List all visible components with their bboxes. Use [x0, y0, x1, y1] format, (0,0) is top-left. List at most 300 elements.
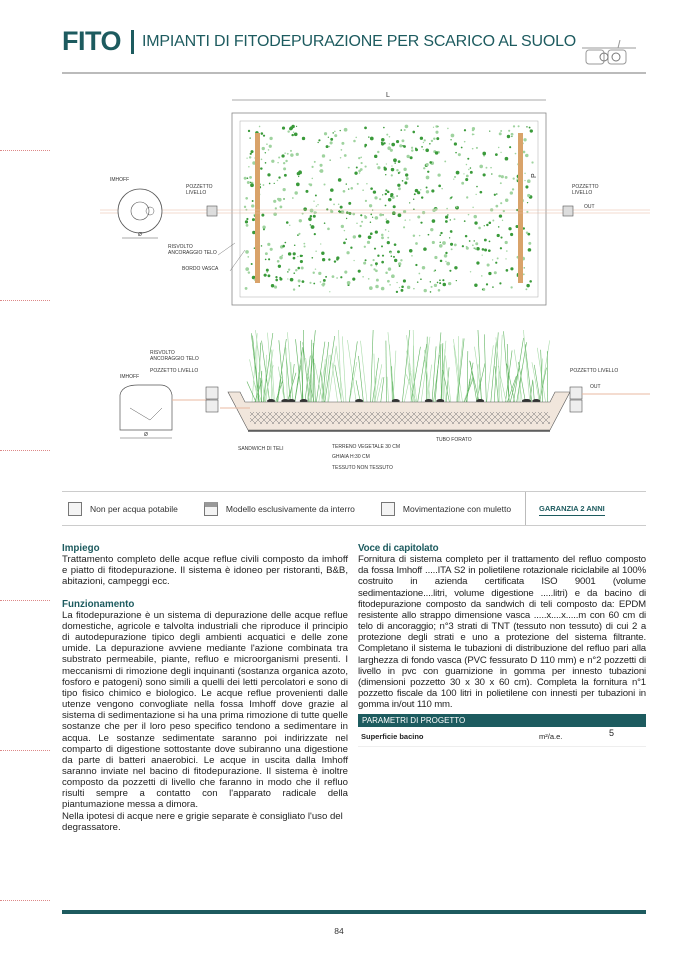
plant-leaf: [324, 222, 326, 224]
reed-blade: [386, 341, 387, 402]
tubo-forato-label: TUBO FORATO: [436, 437, 472, 443]
plant-leaf: [334, 131, 336, 133]
plan-view-diagram: [90, 88, 650, 313]
plant-leaf: [278, 157, 280, 159]
plant-leaf: [369, 286, 373, 290]
width-label: P: [531, 173, 538, 178]
plant-leaf: [506, 269, 509, 272]
plant-leaf: [251, 263, 253, 265]
plant-leaf: [322, 282, 325, 285]
plant-leaf: [394, 259, 397, 262]
plant-leaf: [263, 228, 265, 230]
plant-leaf: [430, 291, 432, 293]
plant-leaf: [397, 250, 400, 253]
plant-leaf: [346, 251, 349, 254]
plant-leaf: [454, 142, 457, 145]
plant-leaf: [439, 234, 441, 236]
plant-leaf: [316, 205, 317, 206]
plant-leaf: [451, 134, 455, 138]
plant-leaf: [247, 177, 249, 179]
reed-blade: [322, 342, 329, 402]
plant-leaf: [269, 183, 271, 185]
plant-leaf: [407, 286, 410, 289]
plant-leaf: [319, 164, 322, 167]
plant-leaf: [313, 200, 314, 201]
plant-leaf: [373, 259, 375, 261]
plant-leaf: [298, 176, 299, 177]
plant-leaf: [476, 261, 479, 264]
plant-leaf: [449, 270, 451, 272]
plant-leaf: [350, 187, 353, 190]
plant-leaf: [303, 207, 307, 211]
plant-leaf: [461, 147, 463, 149]
plant-leaf: [328, 258, 330, 260]
plant-leaf: [390, 195, 392, 197]
plant-leaf: [382, 255, 384, 257]
distribution-pipe-right: [518, 133, 523, 283]
plant-leaf: [483, 173, 486, 176]
plant-leaf: [381, 236, 384, 239]
pozzetto-right-icon: [563, 206, 573, 216]
plant-leaf: [489, 131, 490, 132]
plant-leaf: [262, 147, 265, 150]
plant-leaf: [270, 248, 273, 251]
plant-leaf: [526, 232, 528, 234]
plant-leaf: [287, 278, 288, 279]
plant-leaf: [385, 271, 388, 274]
plant-leaf: [368, 136, 369, 137]
plant-leaf: [527, 179, 531, 183]
plant-leaf: [453, 178, 454, 179]
plant-leaf: [391, 168, 394, 171]
plant-leaf: [275, 207, 277, 209]
plant-leaf: [341, 149, 343, 151]
plant-leaf: [381, 234, 384, 237]
reed-blade: [484, 334, 486, 402]
plant-leaf: [246, 218, 248, 220]
pozzetto-right-label: POZZETTO: [572, 184, 599, 190]
reed-blade: [533, 381, 535, 402]
funzionamento-heading: Funzionamento: [62, 598, 135, 610]
plant-leaf: [360, 214, 362, 216]
plant-leaf: [445, 216, 448, 219]
plant-leaf: [312, 178, 314, 180]
plant-leaf: [327, 228, 330, 231]
plant-leaf: [432, 219, 436, 223]
plant-leaf: [284, 174, 287, 177]
plant-leaf: [510, 233, 513, 236]
plant-leaf: [431, 189, 434, 192]
plant-leaf: [372, 217, 373, 218]
plant-leaf: [481, 275, 483, 277]
plant-leaf: [290, 153, 293, 156]
plant-leaf: [417, 281, 419, 283]
plant-leaf: [430, 228, 433, 231]
plant-leaf: [374, 155, 377, 158]
plant-leaf: [269, 145, 272, 148]
plant-leaf: [294, 191, 297, 194]
plant-leaf: [314, 161, 316, 163]
plant-leaf: [368, 235, 372, 239]
plant-leaf: [523, 151, 526, 154]
plant-leaf: [341, 225, 344, 228]
plant-leaf: [426, 190, 429, 193]
funzionamento-text: La fitodepurazione è un sistema di depurazione delle acque reflue domestiche, agricole e talvolta industriali che riproduce il principio di autodepurazione tipico degli ambienti acquatici e delle zone umide. La depurazione avviene mediante l'azione combinata tra substrato permeabile, piante, refluo e microorganismi presenti. I meccanismi di rimozione degli inquinanti (sostanza organica azoto, fosforo e patogeni) sono simili a quelli dei letti percolatori e sono di tipo fisico chimico e biologico. Le acque reflue provenienti dalle utenze vengono convogliate nella fossa Imhoff dove grazie al sistema di sedimentazione si ha una prima rimozione di tutte quelle sostanze che per il loro peso specifico tendono a sedimentare in acqua. Le sostanze sedimentate saranno poi indirizzate nel comparto di digestione sottostante dove subiranno una digestione da parte di batteri anaerobici. Le acque in uscita dalla Imhoff saranno inviate nel bacino di fitodepurazione. Il sistema è inoltre composto da pozzetti di livello che faranno in modo che il refluo risulti sempre a contatto con l'apparato radicale della piantumazione messa a dimora.: [62, 609, 348, 811]
plant-leaf: [386, 134, 388, 136]
plant-leaf: [275, 276, 277, 278]
plant-leaf: [472, 207, 473, 208]
plant-leaf: [394, 162, 395, 163]
plant-leaf: [435, 208, 438, 211]
plant-leaf: [386, 220, 390, 224]
plant-leaf: [353, 140, 356, 143]
plant-leaf: [282, 127, 285, 130]
plant-leaf: [510, 191, 513, 194]
plant-leaf: [398, 160, 401, 163]
plant-leaf: [370, 214, 372, 216]
param-value: 5: [609, 728, 615, 739]
plant-leaf: [279, 277, 281, 279]
plant-leaf: [268, 149, 270, 151]
plant-leaf: [348, 202, 351, 205]
plant-leaf: [399, 144, 402, 147]
plant-leaf: [245, 220, 248, 223]
plant-leaf: [421, 196, 423, 198]
tessuto-label: TESSUTO NON TESSUTO: [332, 465, 393, 471]
reed-blade: [342, 336, 346, 402]
plant-leaf: [288, 269, 290, 271]
plant-leaf: [344, 128, 348, 132]
pozzetto-left-label: POZZETTO: [186, 184, 213, 190]
plant-leaf: [313, 215, 316, 218]
parameters-header: PARAMETRI DI PROGETTO: [358, 714, 646, 727]
plant-leaf: [420, 137, 423, 140]
plant-leaf: [415, 242, 418, 245]
plant-leaf: [480, 191, 483, 194]
plant-leaf: [415, 147, 417, 149]
plant-leaf: [488, 272, 491, 275]
plant-leaf: [334, 134, 337, 137]
plant-leaf: [375, 216, 379, 220]
plant-leaf: [450, 230, 453, 233]
plant-leaf: [440, 232, 442, 234]
plant-leaf: [246, 158, 247, 159]
plant-leaf: [456, 280, 457, 281]
plant-leaf: [387, 280, 390, 283]
plant-leaf: [424, 139, 426, 141]
plant-leaf: [269, 137, 272, 140]
plant-leaf: [376, 265, 377, 266]
plant-leaf: [413, 288, 415, 290]
plant-leaf: [530, 129, 533, 132]
plant-leaf: [302, 137, 305, 140]
terreno-label: TERRENO VEGETALE 30 CM: [332, 444, 400, 450]
plant-leaf: [474, 248, 476, 250]
brand-title: FITO: [62, 26, 122, 56]
plant-leaf: [322, 154, 325, 157]
plant-leaf: [403, 226, 405, 228]
plant-leaf: [396, 291, 398, 293]
reed-blade: [464, 378, 473, 402]
plant-leaf: [334, 260, 336, 262]
plant-leaf: [405, 173, 408, 176]
plant-leaf: [463, 173, 464, 174]
plant-leaf: [273, 200, 276, 203]
plant-leaf: [311, 166, 313, 168]
features-bar: [62, 491, 646, 526]
plant-leaf: [438, 184, 441, 187]
plant-leaf: [462, 245, 464, 247]
plant-leaf: [438, 289, 441, 292]
plant-leaf: [497, 234, 500, 237]
plant-leaf: [330, 141, 333, 144]
plant-leaf: [353, 235, 356, 238]
plant-leaf: [509, 146, 511, 148]
risvolto-label: RISVOLTO: [168, 244, 193, 250]
bordo-vasca-label: BORDO VASCA: [182, 266, 219, 272]
plant-leaf: [324, 132, 327, 135]
plant-leaf: [315, 212, 317, 214]
plant-leaf: [266, 269, 269, 272]
plant-leaf: [528, 248, 532, 252]
reed-plants: [247, 330, 550, 403]
plant-leaf: [348, 188, 349, 189]
plant-leaf: [374, 248, 376, 250]
plant-leaf: [299, 171, 302, 174]
plant-leaf: [397, 184, 400, 187]
plant-leaf: [450, 243, 453, 246]
plant-leaf: [267, 243, 270, 246]
plant-leaf: [261, 132, 264, 135]
plant-leaf: [442, 279, 444, 281]
plant-leaf: [300, 255, 303, 258]
plant-leaf: [356, 222, 358, 224]
bar-divider: [525, 492, 526, 525]
plant-leaf: [293, 257, 296, 260]
plant-leaf: [412, 131, 415, 134]
plant-leaf: [320, 243, 321, 244]
reed-blade: [349, 362, 356, 402]
plant-leaf: [411, 255, 413, 257]
plant-leaf: [292, 197, 294, 199]
plant-leaf: [271, 160, 274, 163]
plant-leaf: [248, 130, 250, 132]
pozzetto-left-label-2: LIVELLO: [186, 190, 207, 196]
plant-leaf: [279, 205, 282, 208]
sandwich-label: SANDWICH DI TELI: [238, 446, 284, 452]
basin-section: [228, 392, 570, 430]
plant-leaf: [352, 278, 355, 281]
risvolto-label-2: ANCORAGGIO TELO: [168, 250, 217, 256]
plant-leaf: [525, 154, 528, 157]
plant-leaf: [506, 250, 508, 252]
plant-leaf: [246, 224, 249, 227]
plant-leaf: [434, 284, 437, 287]
plant-leaf: [344, 154, 347, 157]
plant-leaf: [326, 208, 328, 210]
plant-leaf: [446, 208, 448, 210]
plant-leaf: [250, 153, 252, 155]
plant-leaf: [385, 174, 386, 175]
reed-blade: [487, 345, 494, 402]
plant-leaf: [361, 162, 363, 164]
plant-leaf: [444, 254, 447, 257]
plant-leaf: [465, 235, 467, 237]
plant-leaf: [278, 265, 281, 268]
plant-leaf: [365, 200, 367, 202]
plant-leaf: [482, 289, 483, 290]
plant-leaf: [390, 252, 392, 254]
param-unit: m²/a.e.: [539, 732, 563, 742]
plant-leaf: [396, 195, 398, 197]
plant-leaf: [385, 193, 387, 195]
plant-leaf: [486, 283, 488, 285]
plant-leaf: [290, 150, 292, 152]
plant-leaf: [524, 180, 525, 181]
plant-leaf: [399, 287, 400, 288]
imhoff-section-icon: [120, 385, 172, 430]
plant-leaf: [386, 163, 387, 164]
plant-leaf: [498, 175, 501, 178]
plant-leaf: [387, 191, 390, 194]
plant-leaf: [427, 171, 429, 173]
plant-leaf: [346, 183, 347, 184]
plant-leaf: [279, 256, 283, 260]
plant-leaf: [456, 206, 458, 208]
plant-leaf: [247, 256, 249, 258]
plant-leaf: [523, 138, 526, 141]
plant-leaf: [524, 267, 525, 268]
plant-leaf: [464, 141, 466, 143]
plant-leaf: [250, 182, 252, 184]
plant-leaf: [486, 167, 488, 169]
reed-blade: [361, 341, 368, 402]
plant-leaf: [465, 178, 468, 181]
plant-leaf: [415, 264, 417, 266]
plant-leaf: [267, 272, 268, 273]
plant-leaf: [320, 169, 324, 173]
feature-label: Non per acqua potabile: [90, 503, 178, 514]
plant-leaf: [432, 241, 435, 244]
plant-leaf: [271, 284, 274, 287]
header-rule: [62, 72, 646, 74]
plant-leaf: [358, 157, 360, 159]
plant-leaf: [423, 142, 424, 143]
section-view-diagram: [90, 330, 650, 475]
plant-leaf: [396, 282, 397, 283]
plant-leaf: [389, 136, 391, 138]
plant-leaf: [314, 233, 316, 235]
reed-blade: [371, 330, 374, 402]
plant-leaf: [370, 232, 373, 235]
plant-leaf: [388, 267, 391, 270]
plant-leaf: [433, 137, 435, 139]
plant-leaf: [377, 255, 379, 257]
margin-mark: [0, 600, 50, 601]
plant-leaf: [311, 257, 313, 259]
plant-leaf: [505, 241, 508, 244]
plant-leaf: [309, 282, 311, 284]
pozzetto-left-section-label: POZZETTO LIVELLO: [150, 368, 199, 374]
plant-leaf: [388, 231, 389, 232]
plant-leaf: [442, 241, 446, 245]
plant-leaf: [381, 287, 385, 291]
plant-leaf: [420, 278, 422, 280]
plant-leaf: [488, 221, 491, 224]
plant-leaf: [429, 161, 432, 164]
plant-leaf: [443, 283, 447, 287]
plant-leaf: [364, 146, 366, 148]
plant-leaf: [340, 157, 341, 158]
plant-leaf: [391, 255, 393, 257]
plant-leaf: [245, 250, 249, 254]
plant-leaf: [300, 260, 303, 263]
plant-leaf: [274, 183, 275, 184]
plant-leaf: [336, 256, 339, 259]
plant-leaf: [491, 173, 492, 174]
plant-leaf: [294, 132, 298, 136]
plant-leaf: [344, 230, 345, 231]
out-section-label: OUT: [590, 384, 601, 390]
plant-leaf: [370, 137, 374, 141]
plant-leaf: [423, 167, 425, 169]
plant-leaf: [474, 284, 477, 287]
plant-leaf: [498, 147, 499, 148]
plant-leaf: [434, 256, 437, 259]
header-divider: [131, 30, 134, 54]
plant-leaf: [329, 146, 331, 148]
plant-leaf: [251, 150, 254, 153]
plant-leaf: [454, 244, 457, 247]
plant-leaf: [338, 204, 340, 206]
plant-leaf: [423, 247, 427, 251]
plant-leaf: [473, 134, 474, 135]
plant-leaf: [470, 171, 473, 174]
plant-leaf: [309, 183, 312, 186]
plant-leaf: [461, 182, 464, 185]
plant-leaf: [446, 262, 450, 266]
plant-leaf: [310, 209, 314, 213]
plant-leaf: [330, 188, 334, 192]
plant-leaf: [425, 149, 429, 153]
plant-leaf: [496, 193, 498, 195]
plant-leaf: [450, 197, 452, 199]
plant-leaf: [330, 138, 333, 141]
plant-leaf: [419, 235, 420, 236]
reed-blade: [278, 377, 281, 402]
plant-leaf: [347, 281, 351, 285]
plant-leaf: [252, 200, 254, 202]
plant-leaf: [329, 291, 330, 292]
plant-leaf: [381, 261, 384, 264]
plant-leaf: [420, 189, 421, 190]
plant-leaf: [472, 244, 474, 246]
plant-leaf: [439, 279, 441, 281]
plant-leaf: [466, 164, 468, 166]
plant-leaf: [340, 206, 343, 209]
plant-leaf: [308, 217, 312, 221]
plant-leaf: [393, 256, 395, 258]
plant-leaf: [455, 152, 457, 154]
plant-leaf: [384, 167, 387, 170]
plant-leaf: [303, 243, 305, 245]
imhoff-plan-icon: [118, 189, 162, 233]
plant-leaf: [330, 159, 331, 160]
plant-leaf: [523, 273, 525, 275]
plant-leaf: [263, 135, 265, 137]
plant-leaf: [445, 252, 447, 254]
plant-leaf: [289, 225, 290, 226]
